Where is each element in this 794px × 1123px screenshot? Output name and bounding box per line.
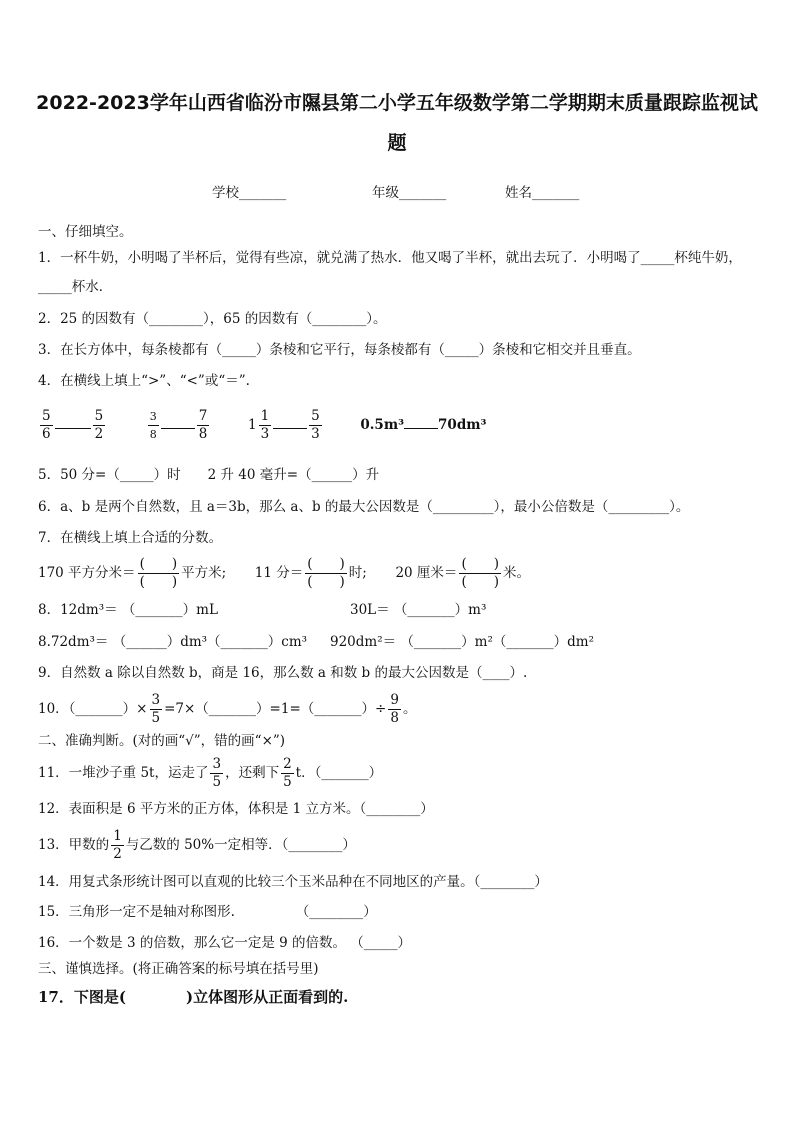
- answer-blank[interactable]: [273, 428, 307, 429]
- question-5: 5．50 分=（_____）时 2 升 40 毫升=（______）升: [38, 467, 380, 483]
- fraction: $\frac{7}{8}$: [198, 408, 208, 442]
- q10-middle: =7×（_______）=1=（_______）÷: [164, 701, 387, 717]
- question-17: 17．下图是( )立体图形从正面看到的.: [38, 988, 349, 1006]
- fraction-blank[interactable]: $\frac{( )}{( )}$: [139, 556, 178, 590]
- question-9: 9．自然数 a 除以自然数 b，商是 16，那么数 a 和数 b 的最大公因数是（____）.: [38, 665, 528, 681]
- fraction: $\frac{3}{8}$: [149, 410, 157, 441]
- grade-field: 年级_______: [372, 185, 447, 201]
- question-11: [38, 756, 382, 791]
- section-heading-choose: 三、谨慎选择。(将正确答案的标号填在括号里): [38, 961, 319, 977]
- q11-middle: ，还剩下: [225, 765, 280, 781]
- question-8-line-1b: 30L＝ （_______）m³: [350, 602, 487, 618]
- question-7-items: [38, 556, 530, 591]
- fraction: $\frac{1}{2}$: [113, 828, 122, 862]
- q10-suffix: 。: [402, 701, 417, 717]
- question-8-line-2a: 8.72dm³＝ （______）dm³（_______）cm³: [38, 634, 308, 650]
- fraction-blank[interactable]: $\frac{( )}{( )}$: [461, 556, 499, 590]
- question-6: 6．a、b 是两个自然数，且 a＝3b，那么 a、b 的最大公因数是（_________），最小公倍数是（_________）。: [38, 499, 690, 515]
- fraction: $\frac{3}{5}$: [151, 692, 161, 726]
- q7-part-1-label: 170 平方分米＝: [38, 565, 136, 581]
- section-heading-fill: 一、仔细填空。: [38, 224, 133, 240]
- question-1-line-2: _____杯水．: [38, 279, 113, 295]
- answer-blank[interactable]: [404, 428, 438, 429]
- q11-suffix: t．（_______）: [295, 765, 383, 781]
- q13-suffix: 与乙数的 50%一定相等．（________）: [125, 837, 356, 853]
- school-field: 学校_______: [212, 185, 287, 201]
- fraction: $\frac{5}{3}$: [311, 408, 320, 442]
- fraction: $\frac{2}{5}$: [283, 756, 292, 790]
- q13-prefix: 13．甲数的: [38, 837, 110, 853]
- page-title-continued: 题: [387, 132, 407, 154]
- page-title: 2022-2023学年山西省临汾市隰县第二小学五年级数学第二学期期末质量跟踪监视试: [36, 92, 758, 114]
- q7-part-1-unit: 平方米;: [181, 565, 227, 581]
- question-3: 3．在长方体中，每条棱都有（_____）条棱和它平行，每条棱都有（_____）条棱和它相交并且垂直。: [38, 342, 641, 358]
- question-12: 12．表面积是 6 平方米的正方体，体积是 1 立方米。（________）: [38, 801, 434, 817]
- fraction: $\frac{5}{6}$: [42, 408, 51, 442]
- question-8-line-1a: 8．12dm³＝ （_______）mL: [38, 602, 218, 618]
- fraction: $\frac{1}{3}$: [260, 408, 270, 442]
- q7-part-2-label: 11 分＝: [254, 565, 304, 581]
- mixed-number-whole: 1: [247, 417, 257, 433]
- q7-part-3-label: 20 厘米＝: [395, 565, 458, 581]
- volume-b: 70dm³: [438, 417, 487, 433]
- q7-part-3-unit: 米。: [502, 565, 530, 581]
- question-4-comparisons: [38, 408, 486, 443]
- fraction: $\frac{3}{5}$: [212, 756, 222, 790]
- question-16: 16．一个数是 3 的倍数，那么它一定是 9 的倍数。 （_____）: [38, 935, 412, 951]
- q7-part-2-unit: 时;: [348, 565, 367, 581]
- answer-blank[interactable]: [55, 428, 91, 429]
- section-heading-judge: 二、准确判断。(对的画“√”，错的画“×”): [38, 733, 286, 749]
- q11-prefix: 11．一堆沙子重 5t，运走了: [38, 765, 209, 781]
- question-4: 4．在横线上填上“>”、“<”或“＝”.: [38, 373, 250, 389]
- volume-a: 0.5m³: [360, 417, 405, 433]
- question-13: [38, 828, 356, 863]
- question-1-line-1: 1．一杯牛奶，小明喝了半杯后，觉得有些凉，就兑满了热水．他又喝了半杯，就出去玩了．小明喝了_____杯纯牛奶，: [38, 250, 742, 266]
- question-7: 7．在横线上填上合适的分数。: [38, 530, 223, 546]
- question-15: 15．三角形一定不是轴对称图形. （________）: [38, 904, 377, 920]
- fraction-blank[interactable]: $\frac{( )}{( )}$: [307, 556, 345, 590]
- fraction: $\frac{9}{8}$: [390, 692, 399, 726]
- q10-prefix: 10．（_______）×: [38, 701, 148, 717]
- fraction: $\frac{5}{2}$: [94, 408, 104, 442]
- answer-blank[interactable]: [161, 428, 195, 429]
- question-2: 2．25 的因数有（________），65 的因数有（________）。: [38, 311, 387, 327]
- name-field: 姓名_______: [505, 185, 580, 201]
- question-14: 14．用复式条形统计图可以直观的比较三个玉米品种在不同地区的产量。（________）: [38, 874, 548, 890]
- question-8-line-2b: 920dm²＝ （_______）m²（_______）dm²: [330, 634, 594, 650]
- question-10: [38, 692, 416, 727]
